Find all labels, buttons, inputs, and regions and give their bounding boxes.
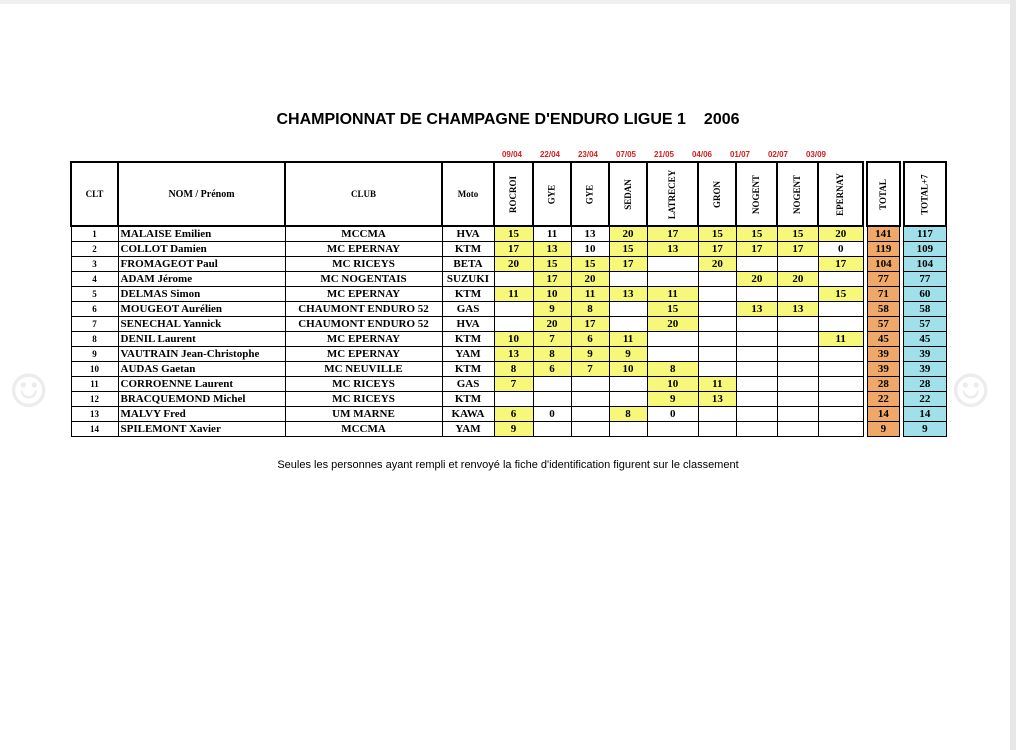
title-year: 2006: [703, 111, 740, 128]
score-cell: 7: [571, 362, 609, 377]
rider-name-cell: DENIL Laurent: [118, 332, 285, 347]
table-row: [71, 347, 946, 362]
header-race-7: NOGENT: [736, 162, 777, 226]
rank-cell: 8: [71, 332, 118, 347]
rank-cell: 9: [71, 347, 118, 362]
moto-cell: KTM: [442, 242, 494, 257]
total-cell: 119: [867, 242, 900, 257]
score-cell: 11: [571, 287, 609, 302]
rider-name-cell: CORROENNE Laurent: [118, 377, 285, 392]
club-cell: MC EPERNAY: [285, 347, 442, 362]
score-cell: [818, 377, 863, 392]
score-cell: [698, 287, 736, 302]
total-cell: 141: [867, 226, 900, 242]
rank-cell: 12: [71, 392, 118, 407]
score-cell: 15: [571, 257, 609, 272]
rider-name-cell: VAUTRAIN Jean-Christophe: [118, 347, 285, 362]
score-cell: [609, 317, 647, 332]
total7-cell: 45: [904, 332, 946, 347]
club-cell: MC RICEYS: [285, 257, 442, 272]
score-cell: 8: [494, 362, 533, 377]
score-cell: [777, 392, 818, 407]
rider-name-cell: DELMAS Simon: [118, 287, 285, 302]
scan-edge-top: [0, 0, 1016, 4]
club-cell: CHAUMONT ENDURO 52: [285, 317, 442, 332]
moto-cell: YAM: [442, 347, 494, 362]
header-race-1: ROCROI: [494, 162, 533, 226]
score-cell: 15: [494, 226, 533, 242]
rider-name-cell: MOUGEOT Aurélien: [118, 302, 285, 317]
score-cell: 13: [777, 302, 818, 317]
score-cell: [494, 272, 533, 287]
moto-cell: HVA: [442, 317, 494, 332]
total7-cell: 39: [904, 362, 946, 377]
score-cell: 7: [533, 332, 571, 347]
score-cell: [736, 422, 777, 437]
score-cell: 13: [494, 347, 533, 362]
score-cell: 15: [698, 226, 736, 242]
score-cell: 15: [777, 226, 818, 242]
race-date: 04/06: [691, 150, 713, 159]
score-cell: 20: [494, 257, 533, 272]
total7-cell: 39: [904, 347, 946, 362]
rider-name-cell: SPILEMONT Xavier: [118, 422, 285, 437]
score-cell: [698, 362, 736, 377]
header-name: NOM / Prénom: [118, 162, 285, 226]
score-cell: [494, 392, 533, 407]
score-cell: [609, 272, 647, 287]
total-cell: 57: [867, 317, 900, 332]
moto-cell: HVA: [442, 226, 494, 242]
score-cell: 9: [494, 422, 533, 437]
score-cell: [777, 347, 818, 362]
score-cell: [609, 422, 647, 437]
club-cell: MC RICEYS: [285, 392, 442, 407]
score-cell: 17: [571, 317, 609, 332]
table-header-row: [71, 162, 946, 226]
rank-cell: 4: [71, 272, 118, 287]
club-cell: MC RICEYS: [285, 377, 442, 392]
rider-name-cell: FROMAGEOT Paul: [118, 257, 285, 272]
score-cell: [818, 317, 863, 332]
total7-cell: 9: [904, 422, 946, 437]
moto-cell: BETA: [442, 257, 494, 272]
total7-cell: 77: [904, 272, 946, 287]
score-cell: 15: [818, 287, 863, 302]
title-main: CHAMPIONNAT DE CHAMPAGNE D'ENDURO LIGUE 1: [276, 111, 686, 128]
rank-cell: 13: [71, 407, 118, 422]
header-total7: TOTAL+7: [904, 162, 946, 226]
score-cell: [777, 422, 818, 437]
score-cell: 20: [533, 317, 571, 332]
score-cell: [533, 392, 571, 407]
score-cell: 9: [533, 302, 571, 317]
score-cell: 9: [609, 347, 647, 362]
table-row: [71, 257, 946, 272]
score-cell: 0: [647, 407, 698, 422]
score-cell: [571, 392, 609, 407]
score-cell: [818, 302, 863, 317]
score-cell: 10: [609, 362, 647, 377]
score-cell: 17: [494, 242, 533, 257]
table-row: [71, 317, 946, 332]
score-cell: [533, 377, 571, 392]
rider-name-cell: SENECHAL Yannick: [118, 317, 285, 332]
score-cell: 15: [533, 257, 571, 272]
score-cell: [777, 332, 818, 347]
table-row: [71, 392, 946, 407]
score-cell: 15: [736, 226, 777, 242]
score-cell: 17: [609, 257, 647, 272]
score-cell: [777, 317, 818, 332]
score-cell: [698, 272, 736, 287]
header-race-8: NOGENT: [777, 162, 818, 226]
moto-cell: KTM: [442, 287, 494, 302]
score-cell: [533, 422, 571, 437]
club-cell: MC EPERNAY: [285, 287, 442, 302]
table-row: [71, 242, 946, 257]
race-date: 03/09: [805, 150, 827, 159]
score-cell: [777, 407, 818, 422]
score-cell: [818, 407, 863, 422]
rank-cell: 2: [71, 242, 118, 257]
score-cell: [736, 377, 777, 392]
score-cell: [609, 302, 647, 317]
rank-cell: 7: [71, 317, 118, 332]
score-cell: [818, 422, 863, 437]
score-cell: [698, 347, 736, 362]
table-row: [71, 226, 946, 242]
score-cell: 11: [494, 287, 533, 302]
score-cell: 9: [647, 392, 698, 407]
rider-name-cell: MALVY Fred: [118, 407, 285, 422]
score-cell: [698, 422, 736, 437]
race-date: 07/05: [615, 150, 637, 159]
header-clt: CLT: [71, 162, 118, 226]
race-date: 02/07: [767, 150, 789, 159]
total-cell: 28: [867, 377, 900, 392]
score-cell: [736, 332, 777, 347]
club-cell: MC EPERNAY: [285, 332, 442, 347]
score-cell: [818, 362, 863, 377]
score-cell: [609, 377, 647, 392]
score-cell: [736, 287, 777, 302]
score-cell: [736, 392, 777, 407]
score-cell: [777, 287, 818, 302]
rank-cell: 6: [71, 302, 118, 317]
score-cell: [736, 347, 777, 362]
total-cell: 22: [867, 392, 900, 407]
score-cell: [494, 302, 533, 317]
total-cell: 9: [867, 422, 900, 437]
score-cell: [571, 377, 609, 392]
score-cell: 11: [698, 377, 736, 392]
score-cell: 7: [494, 377, 533, 392]
total7-cell: 58: [904, 302, 946, 317]
rank-cell: 1: [71, 226, 118, 242]
total7-cell: 104: [904, 257, 946, 272]
race-date: 01/07: [729, 150, 751, 159]
score-cell: [736, 362, 777, 377]
score-cell: [647, 332, 698, 347]
rank-cell: 10: [71, 362, 118, 377]
score-cell: 13: [698, 392, 736, 407]
score-cell: 17: [698, 242, 736, 257]
score-cell: [818, 272, 863, 287]
score-cell: 13: [736, 302, 777, 317]
moto-cell: GAS: [442, 377, 494, 392]
total-cell: 71: [867, 287, 900, 302]
score-cell: 20: [777, 272, 818, 287]
rank-cell: 5: [71, 287, 118, 302]
total7-cell: 109: [904, 242, 946, 257]
score-cell: 13: [533, 242, 571, 257]
club-cell: MCCMA: [285, 422, 442, 437]
table-row: [71, 362, 946, 377]
score-cell: 6: [533, 362, 571, 377]
score-cell: [647, 422, 698, 437]
score-cell: 20: [647, 317, 698, 332]
score-cell: 0: [818, 242, 863, 257]
race-date: 09/04: [501, 150, 523, 159]
score-cell: 20: [818, 226, 863, 242]
score-cell: 13: [609, 287, 647, 302]
total7-cell: 22: [904, 392, 946, 407]
page-title: [0, 111, 1016, 129]
moto-cell: KAWA: [442, 407, 494, 422]
total7-cell: 117: [904, 226, 946, 242]
total7-cell: 14: [904, 407, 946, 422]
score-cell: [777, 257, 818, 272]
club-cell: MCCMA: [285, 226, 442, 242]
score-cell: [736, 257, 777, 272]
score-cell: 0: [533, 407, 571, 422]
score-cell: 11: [609, 332, 647, 347]
score-cell: [609, 392, 647, 407]
total7-cell: 57: [904, 317, 946, 332]
header-race-2: GYE: [533, 162, 571, 226]
score-cell: [818, 347, 863, 362]
watermark-right: ☺: [950, 364, 992, 418]
rider-name-cell: BRACQUEMOND Michel: [118, 392, 285, 407]
total7-cell: 60: [904, 287, 946, 302]
score-cell: 10: [533, 287, 571, 302]
rider-name-cell: ADAM Jérome: [118, 272, 285, 287]
score-cell: 8: [647, 362, 698, 377]
score-cell: 6: [571, 332, 609, 347]
header-race-5: LATRECEY: [647, 162, 698, 226]
table-row: [71, 377, 946, 392]
score-cell: 8: [533, 347, 571, 362]
score-cell: 15: [647, 302, 698, 317]
moto-cell: KTM: [442, 332, 494, 347]
score-cell: 6: [494, 407, 533, 422]
club-cell: MC NEUVILLE: [285, 362, 442, 377]
table-body: [71, 226, 946, 437]
header-race-9: EPERNAY: [818, 162, 863, 226]
score-cell: 11: [533, 226, 571, 242]
race-date: 22/04: [539, 150, 561, 159]
score-cell: 10: [571, 242, 609, 257]
total-cell: 58: [867, 302, 900, 317]
total-cell: 14: [867, 407, 900, 422]
rank-cell: 11: [71, 377, 118, 392]
header-race-4: SEDAN: [609, 162, 647, 226]
total-cell: 39: [867, 362, 900, 377]
score-cell: [698, 302, 736, 317]
table-row: [71, 332, 946, 347]
score-cell: [571, 422, 609, 437]
table-row: [71, 272, 946, 287]
score-cell: [647, 347, 698, 362]
score-cell: [698, 317, 736, 332]
moto-cell: KTM: [442, 362, 494, 377]
score-cell: 10: [494, 332, 533, 347]
score-cell: [494, 317, 533, 332]
header-total: TOTAL: [867, 162, 900, 226]
rider-name-cell: COLLOT Damien: [118, 242, 285, 257]
club-cell: MC EPERNAY: [285, 242, 442, 257]
score-cell: [777, 362, 818, 377]
score-cell: [736, 317, 777, 332]
score-cell: 8: [609, 407, 647, 422]
score-cell: [777, 377, 818, 392]
total-cell: 104: [867, 257, 900, 272]
table-row: [71, 407, 946, 422]
score-cell: 8: [571, 302, 609, 317]
moto-cell: KTM: [442, 392, 494, 407]
score-cell: [698, 407, 736, 422]
total-cell: 77: [867, 272, 900, 287]
score-cell: 17: [647, 226, 698, 242]
score-cell: 9: [571, 347, 609, 362]
score-cell: 20: [609, 226, 647, 242]
header-moto: Moto: [442, 162, 494, 226]
header-race-6: GRON: [698, 162, 736, 226]
classification-table: [70, 161, 947, 437]
total-cell: 45: [867, 332, 900, 347]
score-cell: 17: [818, 257, 863, 272]
score-cell: [647, 257, 698, 272]
total7-cell: 28: [904, 377, 946, 392]
race-date: 21/05: [653, 150, 675, 159]
score-cell: [736, 407, 777, 422]
moto-cell: YAM: [442, 422, 494, 437]
score-cell: 13: [571, 226, 609, 242]
club-cell: MC NOGENTAIS: [285, 272, 442, 287]
score-cell: 13: [647, 242, 698, 257]
rider-name-cell: AUDAS Gaetan: [118, 362, 285, 377]
moto-cell: SUZUKI: [442, 272, 494, 287]
score-cell: [698, 332, 736, 347]
score-cell: [818, 392, 863, 407]
score-cell: 11: [647, 287, 698, 302]
score-cell: 17: [533, 272, 571, 287]
score-cell: 20: [698, 257, 736, 272]
rider-name-cell: MALAISE Emilien: [118, 226, 285, 242]
total-cell: 39: [867, 347, 900, 362]
score-cell: 10: [647, 377, 698, 392]
race-date: 23/04: [577, 150, 599, 159]
score-cell: 20: [571, 272, 609, 287]
table-row: [71, 422, 946, 437]
score-cell: [647, 272, 698, 287]
header-club: CLUB: [285, 162, 442, 226]
club-cell: CHAUMONT ENDURO 52: [285, 302, 442, 317]
footnote: Seules les personnes ayant rempli et renvoyé la fiche d'identification figurent sur le classement: [277, 459, 739, 471]
score-cell: [571, 407, 609, 422]
rank-cell: 14: [71, 422, 118, 437]
table-row: [71, 287, 946, 302]
score-cell: 20: [736, 272, 777, 287]
rank-cell: 3: [71, 257, 118, 272]
club-cell: UM MARNE: [285, 407, 442, 422]
table-row: [71, 302, 946, 317]
score-cell: 11: [818, 332, 863, 347]
header-race-3: GYE: [571, 162, 609, 226]
score-cell: 15: [609, 242, 647, 257]
moto-cell: GAS: [442, 302, 494, 317]
score-cell: 17: [777, 242, 818, 257]
watermark-left: ☺: [8, 364, 50, 418]
score-cell: 17: [736, 242, 777, 257]
